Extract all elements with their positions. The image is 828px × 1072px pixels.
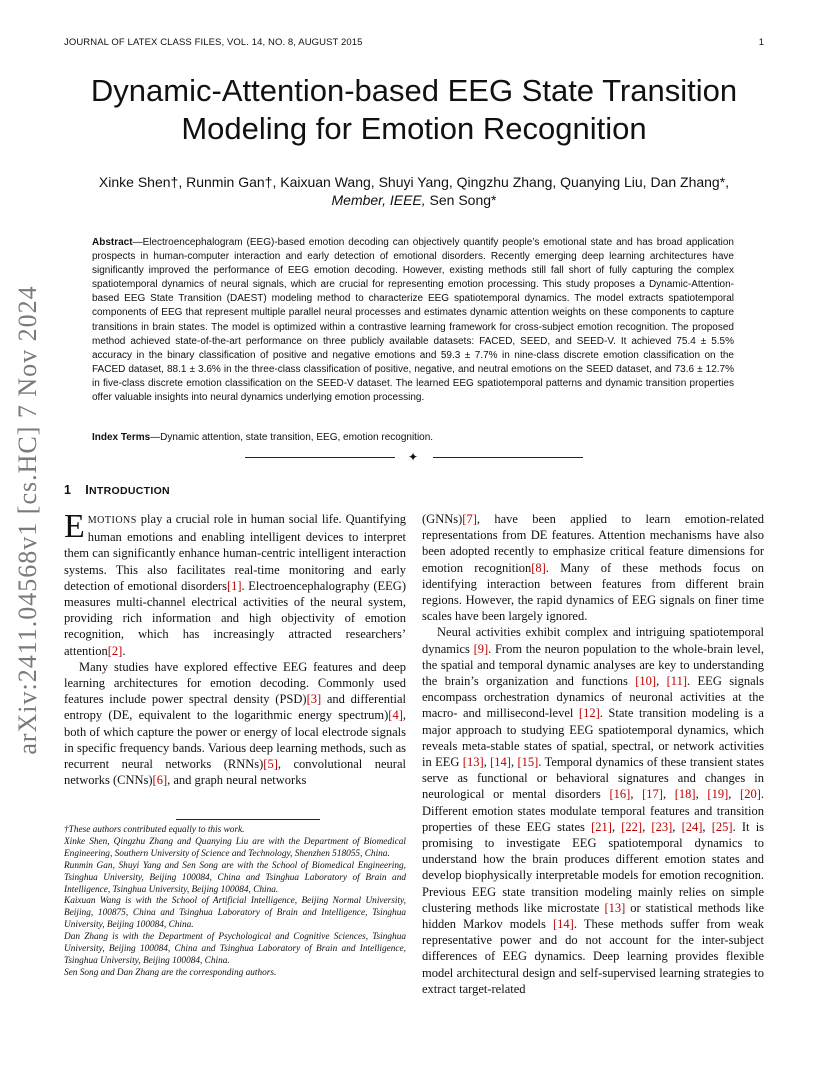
authors-member: Member, IEEE, (331, 192, 426, 208)
citation-link[interactable]: [13] (462, 755, 484, 770)
footnote: Sen Song and Dan Zhang are the corresponding authors. (64, 967, 277, 978)
section-title-rest: NTRODUCTION (89, 485, 170, 497)
paper-title (64, 72, 764, 148)
section-heading (64, 483, 170, 497)
citation-link[interactable]: [15] (517, 755, 539, 770)
divider-diamond-icon: ✦ (408, 450, 419, 464)
abstract-label: Abstract (92, 237, 133, 248)
index-terms-text: —Dynamic attention, state transition, EEG, emotion recognition. (150, 432, 434, 443)
citation-link[interactable]: [14] (490, 755, 511, 770)
footnote: Xinke Shen, Qingzhu Zhang and Quanying Liu are with the Department of Biomedical Engineering, Southern University of Science and Technology, Shenzhen 518055, China. (64, 836, 406, 859)
footnote-rule (176, 819, 320, 820)
citation-link[interactable]: [3] (306, 692, 322, 707)
citation-link[interactable]: [1] (226, 578, 242, 593)
intro-smallcaps: MOTIONS (87, 515, 137, 526)
left-column (64, 508, 406, 788)
citation-link[interactable]: [14] (553, 917, 574, 932)
citation-link[interactable]: [13] (604, 900, 626, 915)
author-list (90, 173, 738, 209)
body-paragraph-1: (GNNs)[7], have been applied to learn emotion-related representations from DE features. Attention mechanisms have also been adopted recently to emphasize critical feature dimensions for emotion recognition[8]. Many of these methods focus on identifying interaction between features from different brain regions. However, the rapid dynamics of EEG signals on finer time scales have been largely ignored. (422, 512, 764, 624)
page-number: 1 (758, 37, 764, 48)
right-column (422, 511, 764, 997)
citation-link[interactable]: [6] (152, 773, 168, 788)
footnote: Runmin Gan, Shuyi Yang and Sen Song are with the School of Biomedical Engineering, Tsinghua University, Beijing 100084, China and Tsinghua Laboratory of Brain and Intelligence, Tsinghua University, Beijing 100084, China. (64, 860, 406, 895)
drop-cap: E (64, 508, 85, 545)
body-paragraph-2: Neural activities exhibit complex and intriguing spatiotemporal dynamics [9]. From the neuron population to the whole-brain level, the spatial and temporal dynamic analyses are key to understanding the brain’s organization and functions [10], [11]. EEG signals encompass orchestration dynamics of neuronal activities at the macro- and millisecond-level [12]. State transition modeling is a major approach to studying EEG spatiotemporal dynamics, which reveals meta-stable states of spatial, spectral, or network activities in EEG [13], [14], [15]. Temporal dynamics of these transient states serve as functional or behavioral signatures and changes in neurological or mental disorders [16], [17], [18], [19], [20]. Different emotion states modulate temporal features and transition properties of these EEG states [21], [22], [23], [24], [25]. It is promising to investigate EEG spatiotemporal dynamics to understand how the brain produces different emotion states and develop biophysically interpretable models for emotion recognition. Previous EEG state transition modeling mainly relies on simple clustering methods like microstate [13] or statistical methods like hidden Markov models [14]. These methods suffer from weak representative power and do not account for the inter-subject differences of EEG dynamics. Deep learning provides flexible model architectural design and self-supervised learning strategies to extract target-related (422, 625, 765, 996)
title-line-2: Modeling for Emotion Recognition (181, 111, 647, 146)
authors-part-2: Sen Song* (425, 192, 497, 208)
title-line-1: Dynamic-Attention-based EEG State Transition (90, 73, 738, 108)
arxiv-id: arXiv:2411.04568v1 [cs.HC] 7 Nov 2024 (13, 285, 42, 755)
citation-link[interactable]: [23] (651, 819, 673, 834)
citation-link[interactable]: [2] (107, 643, 123, 658)
citation-link[interactable]: [5] (263, 757, 278, 772)
footnote: †These authors contributed equally to this work. (64, 825, 245, 835)
abstract (92, 236, 734, 405)
intro-paragraph-2: Many studies have explored effective EEG features and deep learning architectures for emotion decoding. Commonly used features include power spectral density (PSD)[3] and differential entropy (DE, equivalent to the logarithmic energy spectrum)[4], both of which capture the power or energy of local electrode signals in specific frequency bands. Various deep learning methods, such as recurrent neural networks (RNNs)[5], convolutional neural networks (CNNs)[6], and graph neural networks (64, 659, 406, 788)
citation-link[interactable]: [21] (591, 819, 612, 834)
citation-link[interactable]: [4] (388, 708, 403, 723)
section-title-first: I (85, 483, 90, 497)
footnote: Kaixuan Wang is with the School of Artificial Intelligence, Beijing Normal University, Beijing, 100875, China and Tsinghua Laboratory of Brain and Intelligence, Tsinghua University, Beijing 100084, China. (64, 896, 406, 931)
section-number: 1 (64, 483, 72, 497)
citation-link[interactable]: [9] (473, 641, 489, 656)
citation-link[interactable]: [24] (681, 819, 703, 834)
citation-link[interactable]: [8] (531, 560, 546, 575)
abstract-text: —Electroencephalogram (EEG)-based emotion decoding can objectively quantify people’s emotional state and has broad application prospects in human-computer interaction and early detection of emotional disorders. Recently emerging deep learning architectures have significantly improved the performance of EEG emotion decoding. However, existing methods still fall short of fully capturing the complex spatiotemporal dynamics of neural signals, which are crucial for representing emotion processing. This study proposes a Dynamic-Attention-based EEG State Transition (DAEST) modeling method to characterize EEG spatiotemporal dynamics. The model extracts spatiotemporal components of EEG that represent multiple parallel neural processes and estimates dynamic attention weights on these components to capture transitions in brain states. The model is optimized within a contrastive learning framework for cross-subject emotion recognition. The proposed method achieved state-of-the-art performance on three publicly available datasets: FACED, SEED, and SEED-V. It achieved 75.4 ± 5.5% accuracy in the binary classification of positive and negative emotions and 59.3 ± 7.7% in nine-class discrete emotion classification on the FACED dataset, 88.1 ± 3.6% in the three-class classification of positive, negative, and neutral emotions on the SEED dataset, and 73.6 ± 12.7% in five-class discrete emotion classification on the SEED-V dataset. The learned EEG spatiotemporal patterns and dynamic transition properties offer valuable insights into neural dynamics underlying emotion processing. (92, 237, 734, 404)
index-terms-label: Index Terms (92, 432, 151, 443)
divider-line-left (245, 457, 395, 458)
citation-link[interactable]: [18] (674, 787, 696, 802)
citation-link[interactable]: [20] (740, 787, 761, 802)
divider-line-right (433, 457, 583, 458)
footnote: Dan Zhang is with the Department of Psychological and Cognitive Sciences, Tsinghua University, Beijing 100084, China and Tsinghua Laboratory of Brain and Intelligence, Tsinghua University, Beijing 100084, China. (64, 932, 406, 966)
intro-paragraph-1: EMOTIONS play a crucial role in human social life. Quantifying human emotions and enabling intelligent devices to interpret them can significantly enhance human-centric intelligent interaction systems. This also facilitates real-time monitoring and early detection of emotional disorders[1]. Electroencephalography (EEG) measures multi-channel electrical activities of the neural system, providing rich information and high objectivity of emotion recognition, which has increasingly attracted researchers’ attention[2]. (64, 508, 406, 658)
citation-link[interactable]: [19] (707, 787, 729, 802)
citation-link[interactable]: [25] (711, 819, 733, 834)
citation-link[interactable]: [17] (642, 787, 663, 802)
citation-link[interactable]: [10] (635, 674, 657, 689)
citation-link[interactable]: [11] (666, 674, 687, 689)
arxiv-sidebar (8, 285, 48, 755)
authors-part-1: Xinke Shen†, Runmin Gan†, Kaixuan Wang, Shuyi Yang, Qingzhu Zhang, Quanying Liu, Dan Zhang*, (98, 174, 730, 190)
running-head: JOURNAL OF LATEX CLASS FILES, VOL. 14, NO. 8, AUGUST 2015 (64, 37, 363, 48)
footnotes (64, 825, 406, 980)
citation-link[interactable]: [7] (462, 512, 477, 526)
section-divider (245, 451, 583, 463)
index-terms (92, 431, 734, 445)
citation-link[interactable]: [12] (578, 706, 600, 721)
citation-link[interactable]: [22] (621, 819, 643, 834)
citation-link[interactable]: [16] (609, 787, 631, 802)
